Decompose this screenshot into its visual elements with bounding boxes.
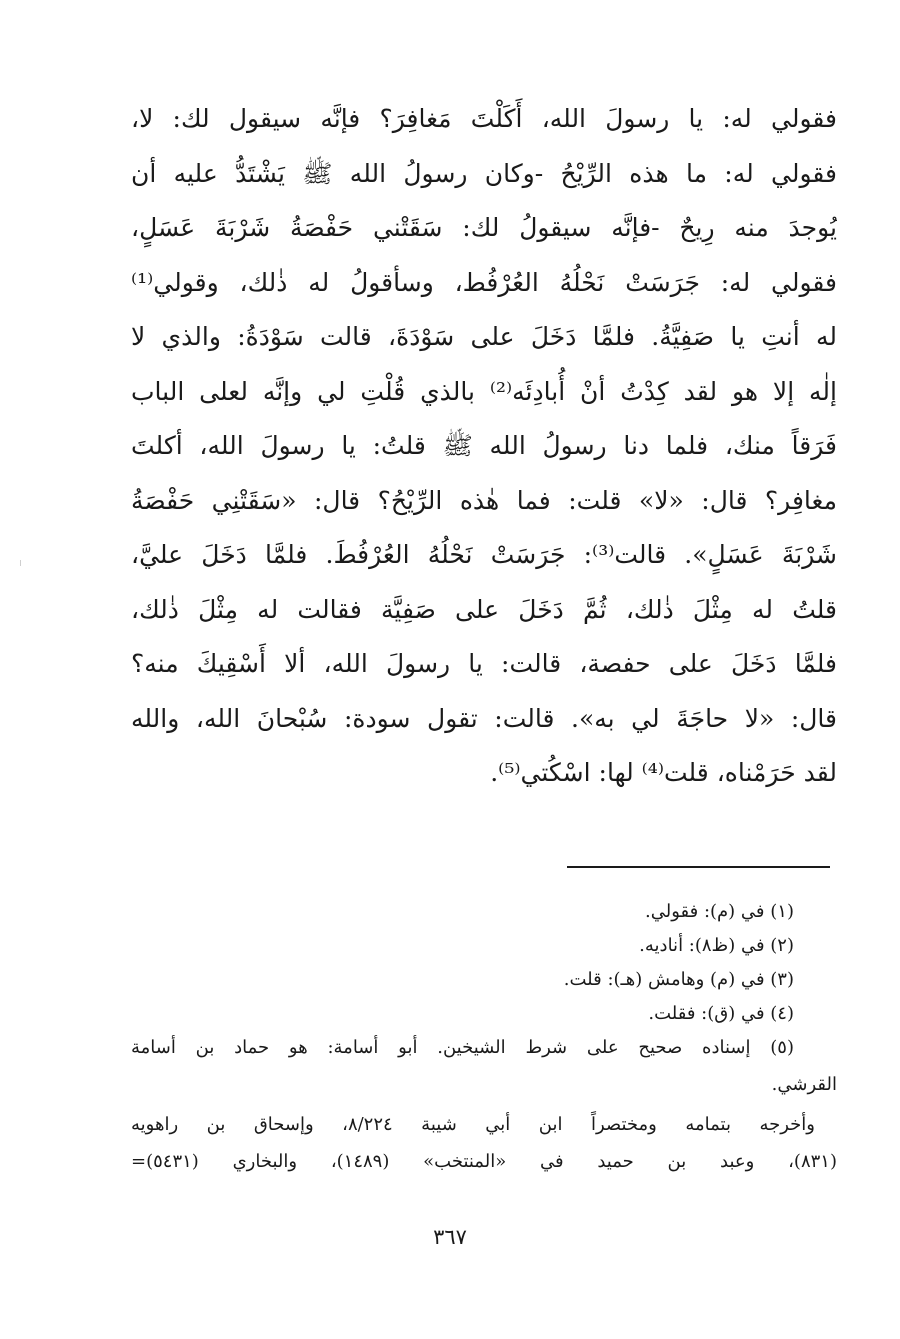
footnote-paragraph: وأخرجه بتمامه ومختصراً ابن أبي شيبة ٨/٢٢٤، وإسحاق بن راهويه <box>131 1114 815 1135</box>
text-line: له أنتِ يا صَفِيَّةُ. فلمَّا دَخَلَ على سَوْدَةَ، قالت سَوْدَةُ: والذي لا <box>131 322 837 351</box>
text-line: قال: «لا حاجَةَ لي به». قالت: تقول سودة: سُبْحانَ الله، والله <box>131 703 837 733</box>
text-line: فقولي له: ما هذه الرِّيْحُ -وكان رسولُ الله ﷺ يَشْتَدُّ عليه أن <box>131 158 837 188</box>
footnote-item: (٤) في (ق): فقلت. <box>648 1003 794 1024</box>
text-line: فقولي له: يا رسولَ الله، أَكَلْتَ مَغافِرَ؟ فإنَّه سيقول لك: لا، <box>131 104 837 133</box>
text-line: فلمَّا دَخَلَ على حفصة، قالت: يا رسولَ الله، ألا أَسْقِيكَ منه؟ <box>131 649 837 678</box>
text-line: شَرْبَةَ عَسَلٍ». قالت⁽³⁾: جَرَسَتْ نَحْلُهُ العُرْفُطَ. فلمَّا دَخَلَ عليَّ، <box>131 540 837 569</box>
footnote-item: (٢) في (ظ٨): أناديه. <box>639 935 794 956</box>
footnote-paragraph: (٨٣١)، وعبد بن حميد في «المنتخب» (١٤٨٩)، والبخاري (٥٤٣١)= <box>131 1151 837 1172</box>
footnote-continuation: القرشي. <box>771 1074 837 1095</box>
text-line: يُوجدَ منه رِيحٌ -فإنَّه سيقولُ لك: سَقَتْني حَفْصَةُ شَرْبَةَ عَسَلٍ، <box>131 213 837 242</box>
footnote-item: (٣) في (م) وهامش (هـ): قلت. <box>563 969 794 990</box>
text-line: مغافِر؟ قال: «لا» قلت: فما هٰذه الرِّيْحُ؟ قال: «سَقَتْنِي حَفْصَةُ <box>131 485 837 515</box>
text-line: فَرَقاً منك، فلما دنا رسولُ الله ﷺ قلتُ: يا رسولَ الله، أكلتَ <box>131 431 837 460</box>
main-text-block <box>131 92 837 801</box>
footnotes-block <box>131 895 837 1181</box>
footnote-item: (٥) إسناده صحيح على شرط الشيخين. أبو أسامة: هو حماد بن أسامة <box>131 1037 794 1058</box>
text-line: إلٰه إلا هو لقد كِدْتُ أنْ أُبادِئَه⁽²⁾ بالذي قُلْتِ لي وإنَّه لعلى الباب <box>131 376 837 406</box>
footnote-separator <box>567 866 830 868</box>
margin-mark <box>20 560 21 566</box>
footnote-item: (١) في (م): فقولي. <box>645 901 794 922</box>
text-line: فقولي له: جَرَسَتْ نَحْلُهُ العُرْفُط، وسأقولُ له ذٰلك، وقولي⁽¹⁾ <box>131 267 837 297</box>
text-line: قلتُ له مِثْلَ ذٰلك، ثُمَّ دَخَلَ على صَفِيَّة فقالت له مِثْلَ ذٰلك، <box>131 594 837 624</box>
page-number: ٣٦٧ <box>433 1225 467 1249</box>
text-line: لقد حَرَمْناه، قلت⁽⁴⁾ لها: اسْكُتي⁽⁵⁾. <box>490 758 837 787</box>
